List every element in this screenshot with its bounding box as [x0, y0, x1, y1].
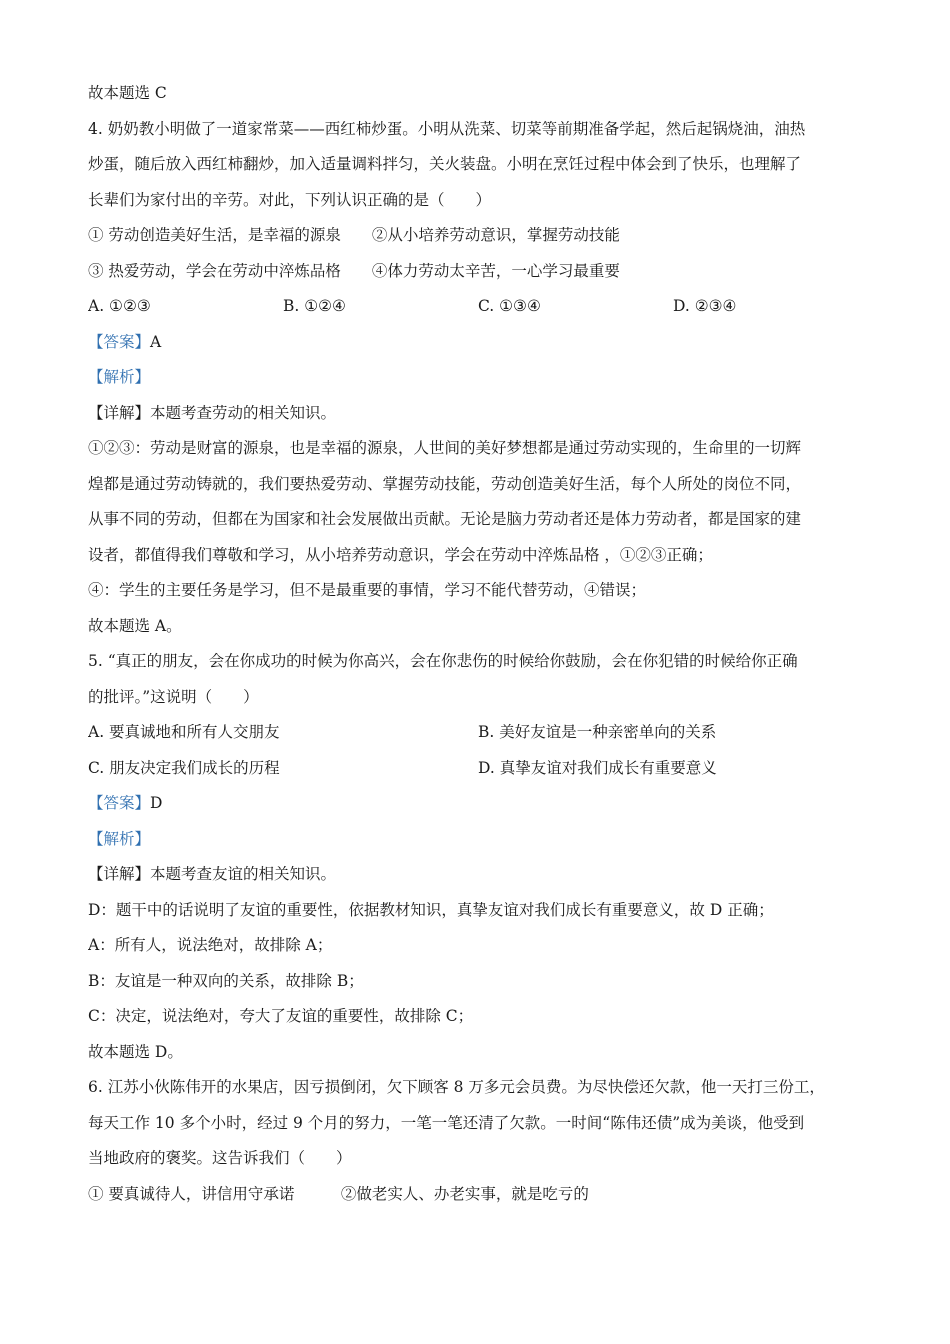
analysis-line: 煌都是通过劳动铸就的，我们要热爱劳动、掌握劳动技能，劳动创造美好生活，每个人所处的岗位不同，	[88, 474, 802, 493]
question-4-answer	[88, 325, 868, 361]
option-a: A. 要真诚地和所有人交朋友	[88, 723, 280, 741]
text-line: 每天工作 10 多个小时，经过 9 个月的努力，一笔一笔还清了欠款。一时间“陈伟还债”成为美谈，他受到	[88, 1113, 805, 1132]
option-c: C. ①③④	[478, 297, 541, 315]
statement-line: ① 要真诚待人，讲信用守承诺 ②做老实人、办老实事，就是吃亏的	[88, 1184, 589, 1203]
text-line: 当地政府的褒奖。这告诉我们（ ）	[88, 1149, 352, 1167]
option-b: B. ①②④	[283, 297, 346, 315]
answer-value: A	[150, 332, 162, 351]
question-4-analysis-heading	[88, 360, 868, 396]
answer-value: D	[150, 794, 163, 812]
analysis-line: B：友谊是一种双向的关系，故排除 B；	[88, 971, 364, 990]
question-5-analysis-heading	[88, 822, 868, 858]
analysis-line: A：所有人，说法绝对，故排除 A；	[88, 936, 333, 954]
option-d: D. ②③④	[673, 297, 737, 315]
document-content	[88, 76, 868, 1212]
text-line: 长辈们为家付出的辛劳。对此，下列认识正确的是（ ）	[88, 190, 492, 209]
analysis-line: 【详解】本题考查劳动的相关知识。	[88, 403, 337, 422]
analysis-line: ④：学生的主要任务是学习，但不是最重要的事情，学习不能代替劳动，④错误；	[88, 581, 647, 599]
analysis-tag: 【解析】	[88, 368, 151, 386]
option-c: C. 朋友决定我们成长的历程	[88, 758, 280, 777]
option-d: D. 真挚友谊对我们成长有重要意义	[478, 758, 717, 777]
text-line: 的批评。”这说明（ ）	[88, 687, 259, 706]
text-line: 炒蛋，随后放入西红柿翻炒，加入适量调料拌匀，关火装盘。小明在烹饪过程中体会到了快乐，也理解了	[88, 155, 802, 173]
answer-tag: 【答案】	[88, 332, 151, 351]
question-6-stem: 6. 江苏小伙陈伟开的水果店，因亏损倒闭，欠下顾客 8 万多元会员费。为尽快偿还欠款，他一天打三份工，	[88, 1078, 825, 1096]
question-5-options-row	[88, 751, 868, 787]
answer-tag: 【答案】	[88, 794, 151, 812]
statement-line: ③ 热爱劳动，学会在劳动中淬炼品格 ④体力劳动太辛苦，一心学习最重要	[88, 261, 620, 280]
question-4-stem: 4. 奶奶教小明做了一道家常菜——西红柿炒蛋。小明从洗菜、切菜等前期准备学起，然后起锅烧油，油热	[88, 119, 806, 138]
statement-line: ① 劳动创造美好生活，是幸福的源泉 ②从小培养劳动意识，掌握劳动技能	[88, 226, 620, 244]
question-5-options-row	[88, 715, 868, 751]
option-a: A. ①②③	[88, 297, 151, 315]
analysis-line: 【详解】本题考查友谊的相关知识。	[88, 865, 337, 883]
analysis-line: C：决定，说法绝对，夸大了友谊的重要性，故排除 C；	[88, 1007, 474, 1025]
analysis-line: 故本题选 D。	[88, 1042, 183, 1061]
question-5-stem: 5. “真正的朋友，会在你成功的时候为你高兴，会在你悲伤的时候给你鼓励，会在你犯错的时候给你正确	[88, 652, 798, 670]
analysis-tag: 【解析】	[88, 829, 151, 848]
question-5-answer	[88, 786, 868, 822]
analysis-line: D：题干中的话说明了友谊的重要性，依据教材知识，真挚友谊对我们成长有重要意义，故 D 正确；	[88, 900, 774, 919]
analysis-line: ①②③：劳动是财富的源泉，也是幸福的源泉，人世间的美好梦想都是通过劳动实现的，生命里的一切辉	[88, 439, 802, 457]
question-4-options	[88, 289, 868, 325]
text-line: 故本题选 C	[88, 84, 167, 102]
analysis-line: 设者，都值得我们尊敬和学习，从小培养劳动意识，学会在劳动中淬炼品格 ，①②③正确；	[88, 545, 713, 564]
option-b: B. 美好友谊是一种亲密单向的关系	[478, 723, 717, 741]
analysis-line: 故本题选 A。	[88, 616, 182, 635]
analysis-line: 从事不同的劳动，但都在为国家和社会发展做出贡献。无论是脑力劳动者还是体力劳动者，都是国家的建	[88, 510, 802, 528]
